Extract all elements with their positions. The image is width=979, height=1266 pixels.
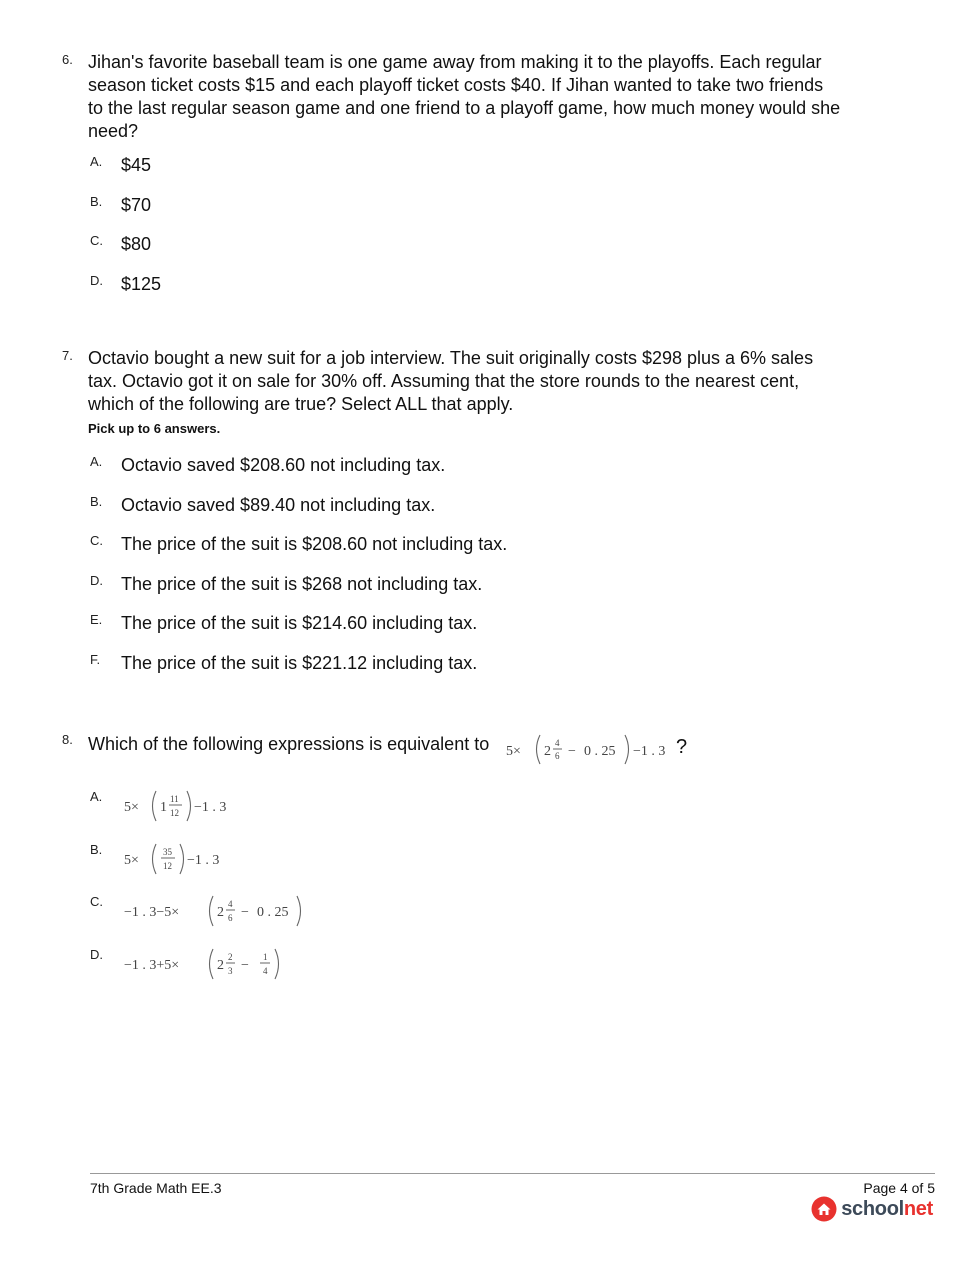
option-letter: D. <box>90 572 103 588</box>
expr-numerator: 2 <box>228 951 233 962</box>
answer-hint: Pick up to 6 answers. <box>88 421 221 436</box>
option-text: The price of the suit is $208.60 not including tax. <box>121 534 508 554</box>
option-c[interactable] <box>90 894 842 947</box>
page-number: Page 4 of 5 <box>863 1180 935 1196</box>
option-expression <box>121 947 341 987</box>
option-text: $70 <box>121 194 152 215</box>
footer-title: 7th Grade Math EE.3 <box>90 1180 222 1196</box>
option-letter: B. <box>90 841 103 857</box>
option-expression <box>121 894 341 934</box>
expr-whole: 2 <box>217 957 224 973</box>
question-number: 6. <box>62 52 73 67</box>
option-text: Octavio saved $208.60 not including tax. <box>121 455 446 475</box>
option-letter: A. <box>90 454 103 469</box>
expr-prefix: −1 . 3−5× <box>124 905 180 920</box>
expr-minus: − <box>241 905 249 920</box>
option-letter: C. <box>90 233 103 248</box>
option-expression <box>121 789 321 829</box>
option-d[interactable] <box>90 947 842 1000</box>
option-a[interactable] <box>90 154 842 194</box>
option-b[interactable] <box>90 494 842 534</box>
footer-divider <box>90 1173 935 1174</box>
question-expression <box>506 731 696 771</box>
expr-numerator-2: 1 <box>263 951 268 962</box>
option-e[interactable] <box>90 612 842 652</box>
expr-numerator: 4 <box>555 738 560 748</box>
expr-whole: 1 <box>160 800 167 815</box>
option-list <box>90 454 842 691</box>
question-number: 7. <box>62 348 73 363</box>
expr-tail: −1 . 3 <box>187 852 220 868</box>
option-text: $45 <box>121 155 152 175</box>
option-letter: E. <box>90 612 103 627</box>
expr-denominator: 6 <box>555 751 560 761</box>
option-letter: A. <box>90 789 103 804</box>
option-letter: C. <box>90 533 103 548</box>
question-text <box>88 731 842 771</box>
question-number: 8. <box>62 732 73 747</box>
logo-text-net: net <box>903 1197 933 1220</box>
option-a[interactable] <box>90 454 842 494</box>
right-paren <box>625 735 629 764</box>
option-text: $80 <box>121 234 152 254</box>
logo-wordmark <box>841 1198 933 1221</box>
logo-text-school: school <box>841 1197 904 1220</box>
expr-coefficient: 5× <box>124 852 139 868</box>
option-list <box>90 154 842 312</box>
option-b[interactable] <box>90 842 842 895</box>
option-text: The price of the suit is $221.12 including tax. <box>121 652 478 673</box>
option-d[interactable] <box>90 273 842 313</box>
expr-denominator: 3 <box>228 965 233 976</box>
option-letter: B. <box>90 493 103 509</box>
option-list <box>90 789 842 999</box>
expr-denominator: 12 <box>170 808 179 818</box>
option-letter: C. <box>90 894 103 909</box>
option-text: $125 <box>121 273 162 294</box>
option-letter: D. <box>90 946 103 962</box>
left-paren <box>153 791 157 821</box>
right-paren <box>187 791 191 821</box>
question-8 <box>62 731 842 999</box>
expr-coefficient: 5× <box>124 800 139 815</box>
option-c[interactable] <box>90 233 842 273</box>
option-letter: A. <box>90 154 103 169</box>
question-prompt: Which of the following expressions is equivalent to <box>88 734 490 754</box>
expr-numerator: 4 <box>228 899 233 909</box>
left-paren <box>210 949 214 979</box>
expr-minus: − <box>568 744 576 759</box>
left-paren <box>210 896 214 926</box>
option-f[interactable] <box>90 652 842 692</box>
question-mark: ? <box>676 736 688 758</box>
expr-numerator: 11 <box>170 794 179 804</box>
option-b[interactable] <box>90 194 842 234</box>
house-icon <box>811 1196 837 1222</box>
option-letter: B. <box>90 193 103 209</box>
expr-numerator: 35 <box>163 846 172 857</box>
expr-whole: 2 <box>544 744 551 759</box>
question-6 <box>62 51 842 312</box>
question-text: Octavio bought a new suit for a job interview. The suit originally costs $298 plus a 6% sales tax. Octavio got it on sale for 30% off. Assuming that the store rounds to the nearest cent, which of the following are true? Select ALL that apply. <box>88 348 814 414</box>
expr-denominator: 12 <box>163 860 172 871</box>
left-paren <box>537 735 541 764</box>
option-c[interactable] <box>90 533 842 573</box>
expr-whole: 2 <box>217 905 224 920</box>
expr-decimal: 0 . 25 <box>257 905 289 920</box>
question-7 <box>62 347 842 691</box>
option-letter: D. <box>90 272 103 288</box>
expr-tail: −1 . 3 <box>194 800 227 815</box>
expr-minus: − <box>241 957 249 973</box>
left-paren <box>153 844 157 874</box>
question-text: Jihan's favorite baseball team is one game away from making it to the playoffs. Each regular season ticket costs $15 and each playoff ticket costs $40. If Jihan wanted to take two friends to the last regular season game and one friend to a playoff game, how much money would she need? <box>88 52 841 141</box>
option-expression <box>121 842 321 882</box>
option-letter: F. <box>90 651 101 667</box>
expr-denominator: 6 <box>228 913 233 923</box>
expr-tail: −1 . 3 <box>633 744 666 759</box>
option-d[interactable] <box>90 573 842 613</box>
expr-coefficient: 5× <box>506 744 521 759</box>
expr-prefix: −1 . 3+5× <box>124 957 180 973</box>
option-text: The price of the suit is $268 not including tax. <box>121 573 483 594</box>
schoolnet-logo <box>811 1195 933 1223</box>
right-paren <box>297 896 301 926</box>
option-text: The price of the suit is $214.60 including tax. <box>121 613 478 633</box>
option-a[interactable] <box>90 789 842 842</box>
expr-denominator-2: 4 <box>263 965 268 976</box>
right-paren <box>180 844 184 874</box>
expr-decimal: 0 . 25 <box>584 744 616 759</box>
right-paren <box>275 949 279 979</box>
option-text: Octavio saved $89.40 not including tax. <box>121 494 436 515</box>
